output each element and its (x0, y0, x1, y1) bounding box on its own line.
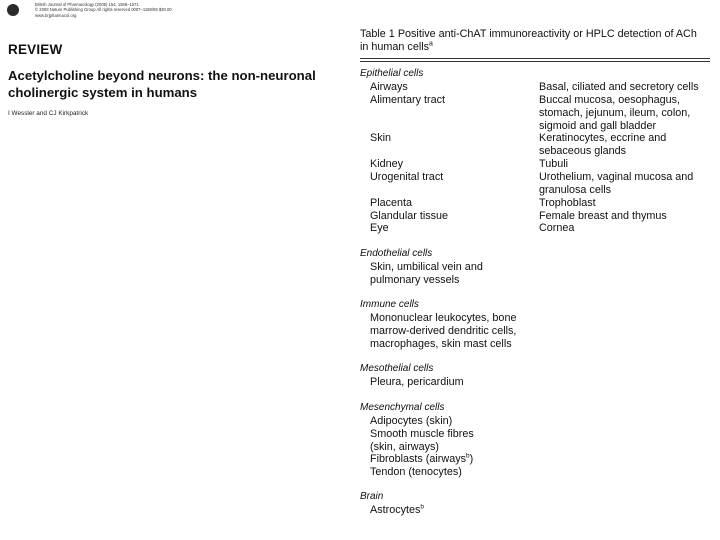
table-cell-name: Eye (370, 222, 389, 234)
group-title-epithelial: Epithelial cells (360, 68, 424, 79)
table-cell-name (370, 453, 530, 466)
publisher-logo (7, 4, 19, 16)
table-cell-location: Tubuli (539, 158, 569, 170)
table-cell-name: Smooth muscle fibres (skin, airways) (370, 428, 474, 453)
table-cell-name: Urogenital tract (370, 171, 444, 183)
journal-line-3: www.brjpharmacol.org (35, 12, 77, 18)
table-top-rule (360, 58, 710, 59)
section-label: REVIEW (8, 42, 63, 57)
table-cell-text: Fibroblasts (airways (370, 453, 466, 465)
table-cell-location: Cornea (539, 222, 575, 234)
table-caption-footnote: a (429, 40, 433, 48)
table-cell-name: Alimentary tract (370, 94, 445, 106)
group-title-mesothelial: Mesothelial cells (360, 363, 434, 374)
table-cell-location: Basal, ciliated and secretory cells (539, 81, 699, 93)
table-caption-line-2 (360, 41, 710, 54)
table-cell-text: Astrocytes (370, 504, 421, 516)
table-cell-location: Trophoblast (539, 197, 596, 209)
table-cell-text-suffix: ) (469, 453, 474, 465)
group-title-immune: Immune cells (360, 299, 419, 310)
table-header-rule (360, 61, 710, 62)
authors: I Wessler and CJ Kirkpatrick (8, 110, 89, 117)
table-caption (360, 28, 710, 54)
group-title-mesenchymal: Mesenchymal cells (360, 402, 445, 413)
journal-line-2: © 2008 Nature Publishing Group All rights reserved 0007–1188/08 $30.00 (35, 7, 172, 13)
table-cell-name: Skin, umbilical vein and pulmonary vessels (370, 261, 483, 286)
table-cell-name: Glandular tissue (370, 210, 449, 222)
table-cell-location: Keratinocytes, eccrine and sebaceous glands (539, 132, 667, 157)
group-title-endothelial: Endothelial cells (360, 248, 433, 259)
table-cell-name: Placenta (370, 197, 413, 209)
table-cell-name: Airways (370, 81, 408, 93)
table-cell-name: Pleura, pericardium (370, 376, 464, 388)
table-caption-line-1: Table 1 Positive anti-ChAT immunoreactivity or HPLC detection of ACh (360, 28, 697, 40)
table-cell-location: Buccal mucosa, oesophagus, stomach, jejunum, ileum, colon, sigmoid and gall bladder (539, 94, 691, 132)
article-title: Acetylcholine beyond neurons: the non-neuronal cholinergic system in humans (8, 68, 316, 100)
table-cell-name (370, 504, 530, 517)
journal-line-1: British Journal of Pharmacology (2008) 154, 1558–1571 (35, 2, 139, 7)
journal-header (35, 2, 172, 18)
table-footnote-mark: b (420, 503, 425, 511)
table-cell-location: Female breast and thymus (539, 210, 667, 222)
table-cell-name: Skin (370, 132, 392, 144)
table-cell-name: Adipocytes (skin) (370, 415, 453, 427)
table-footnote-mark: b (466, 452, 470, 460)
table-caption-text: in human cells (360, 41, 430, 53)
group-title-brain: Brain (360, 491, 384, 502)
table-cell-name: Kidney (370, 158, 404, 170)
table-cell-name: Tendon (tenocytes) (370, 466, 462, 478)
table-cell-location: Urothelium, vaginal mucosa and granulosa cells (539, 171, 694, 196)
table-cell-name: Mononuclear leukocytes, bone marrow-derived dendritic cells, macrophages, skin mast cells (370, 312, 517, 350)
